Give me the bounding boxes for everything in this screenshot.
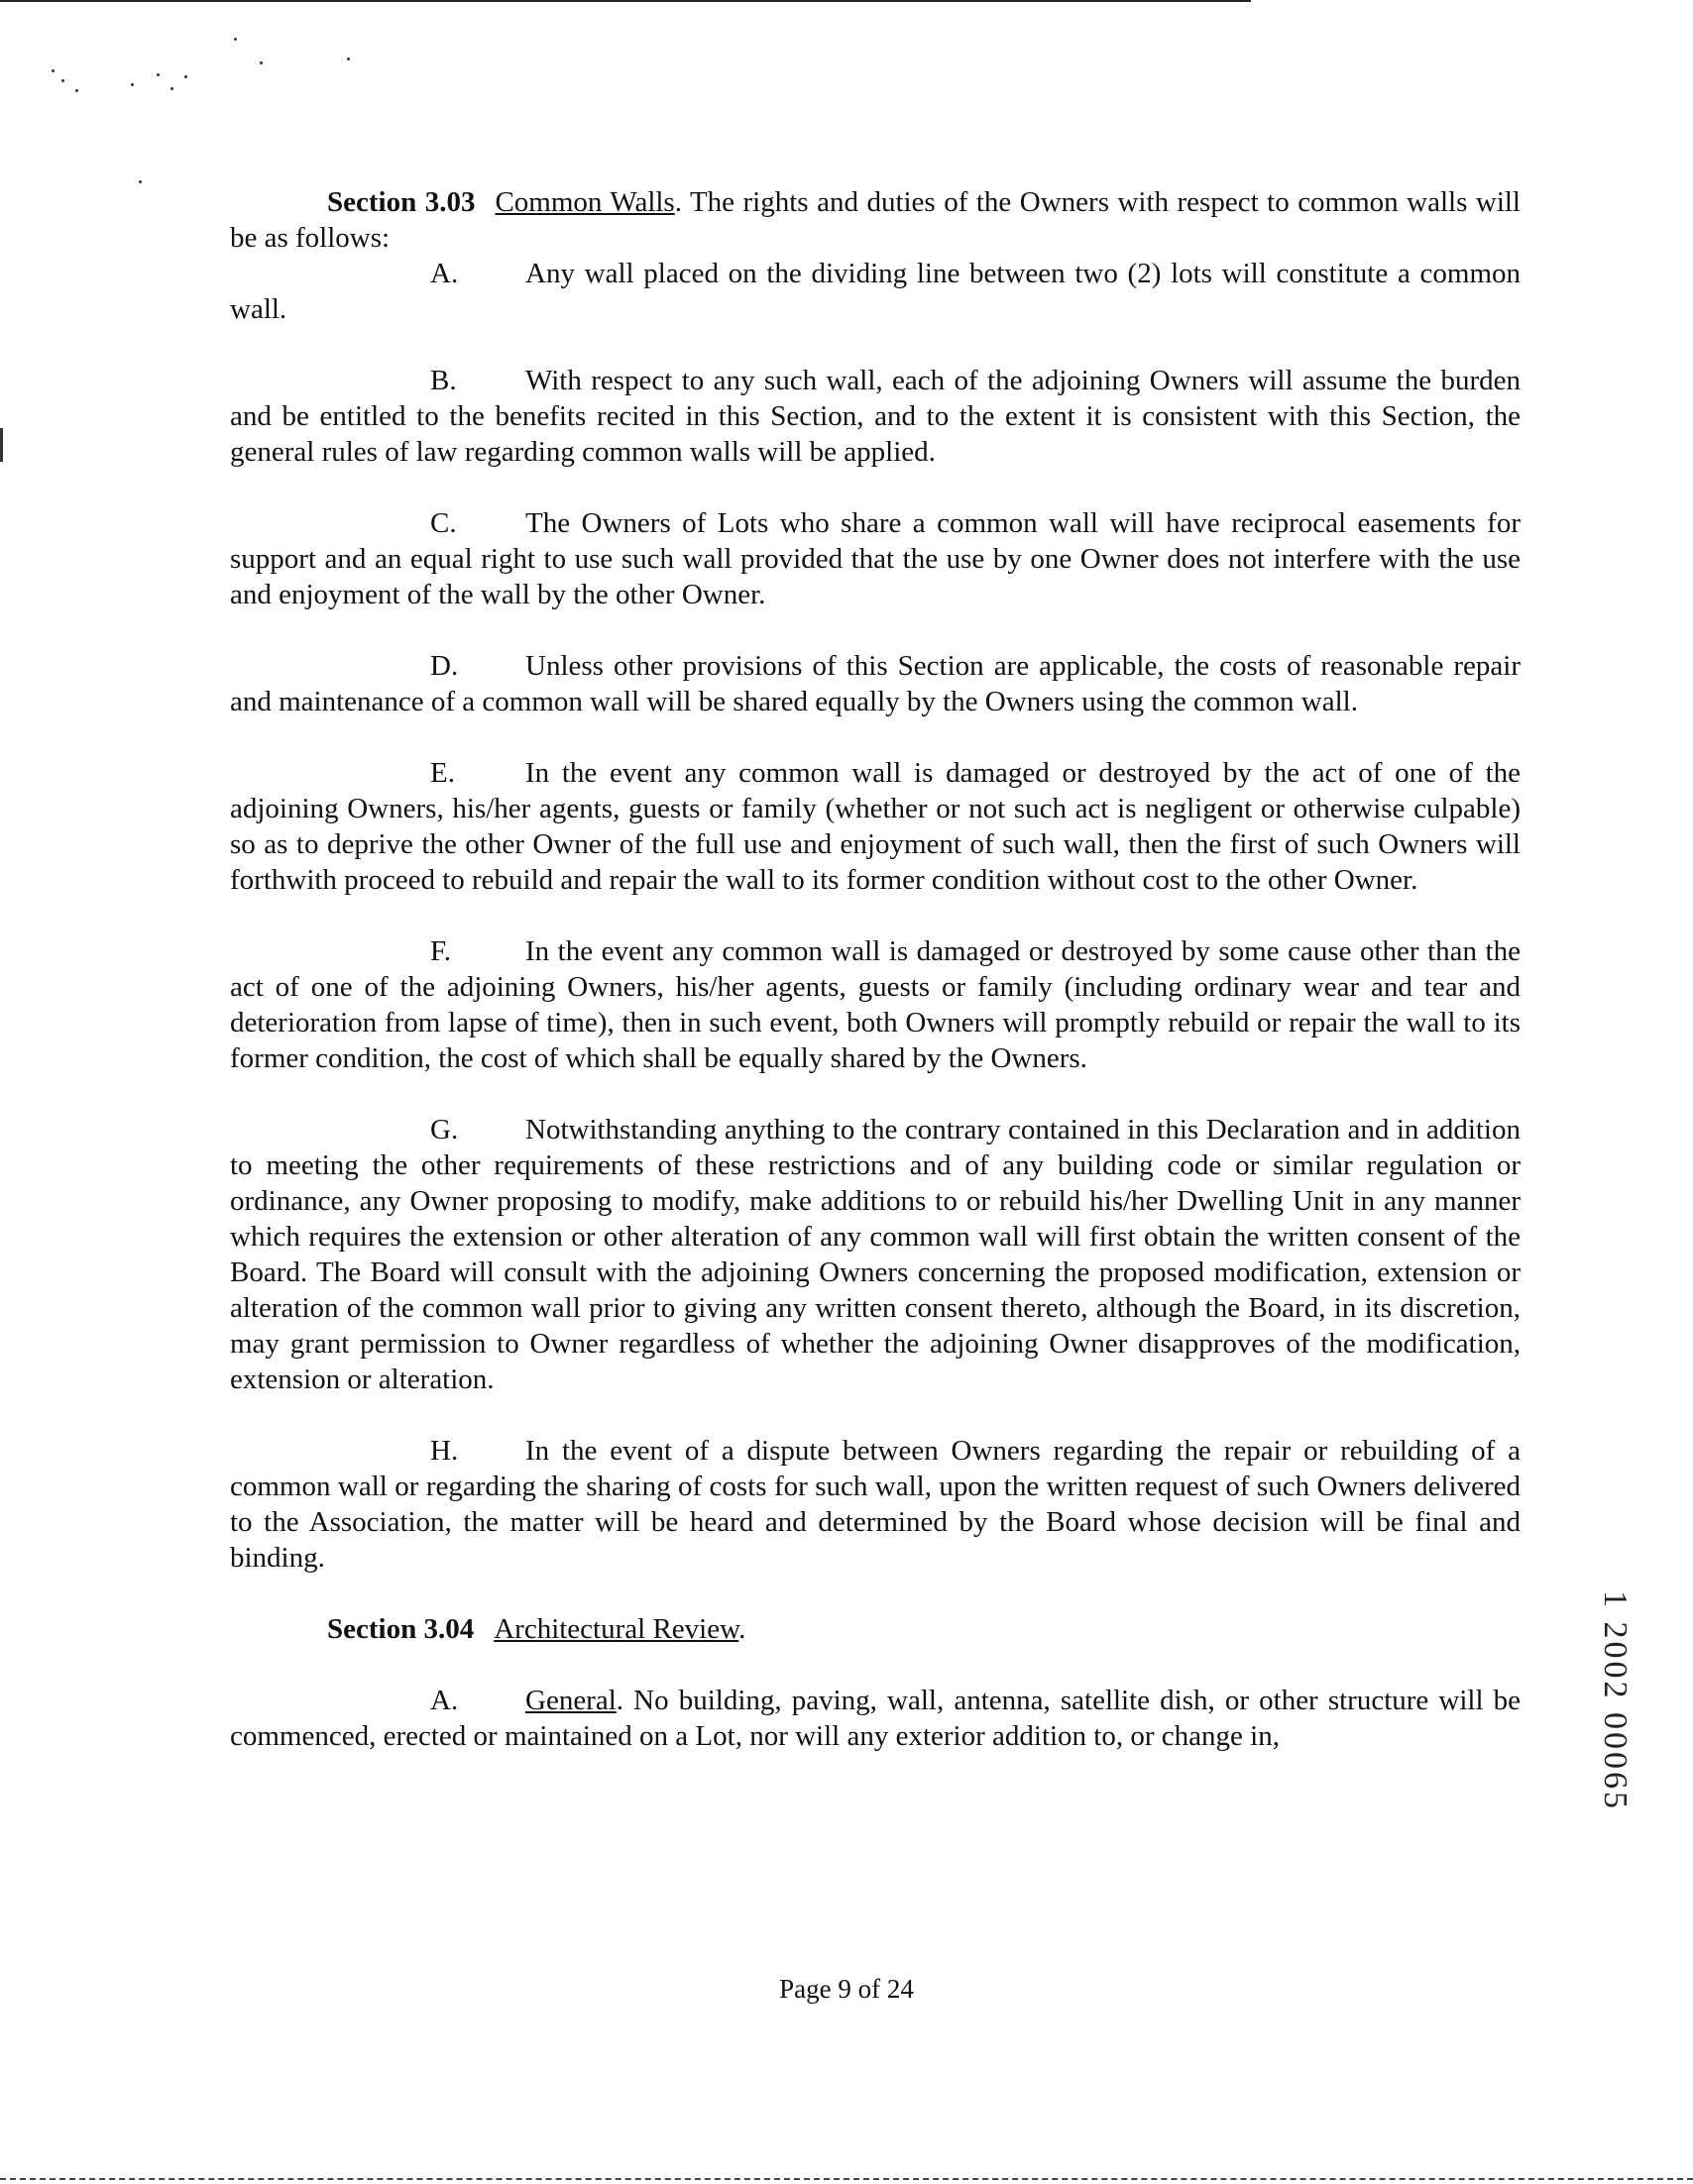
clause-letter: H. (430, 1435, 459, 1467)
clause-text: With respect to any such wall, each of the adjoining Owners will assume the burden and be entitled to the benefits recited in this Section, and to the extent it is consistent with this Section, the general rules of law regarding common walls will be applied. (230, 365, 1521, 468)
clause-c (230, 505, 1521, 612)
scan-speck (139, 180, 142, 183)
section-number: Section 3.04 (327, 1613, 475, 1645)
clause-letter: C. (430, 507, 457, 539)
scan-speck (347, 57, 350, 60)
clause-h (230, 1433, 1521, 1576)
clause-subtitle: General (525, 1685, 617, 1716)
clause-d (230, 648, 1521, 719)
bottom-border-line (0, 2178, 1693, 2181)
section-intro: . The rights and duties of the Owners with respect to common walls will be as follows: (230, 186, 1521, 254)
scan-speck (170, 87, 173, 90)
clause-letter: G. (430, 1114, 459, 1146)
clause-text: . No building, paving, wall, antenna, satellite dish, or other structure will be commenced, erected or maintained on a Lot, nor will any exterior addition to, or change in, (230, 1685, 1521, 1752)
clause-a (230, 256, 1521, 327)
scan-speck (184, 75, 187, 78)
scan-speck (260, 61, 263, 64)
section-title-suffix: . (738, 1613, 746, 1645)
section-number: Section 3.03 (327, 186, 476, 218)
clause-b (230, 363, 1521, 470)
top-border-line (0, 0, 1251, 2)
clause-text: Unless other provisions of this Section are applicable, the costs of reasonable repair and maintenance of a common wall will be shared equally by the Owners using the common wall. (230, 650, 1521, 717)
clause-letter: E. (430, 757, 455, 789)
recording-stamp: 1 2002 00065 (1597, 1590, 1634, 1811)
clause-text: In the event any common wall is damaged or destroyed by some cause other than the act of one of the adjoining Owners, his/her agents, guests or family (including ordinary wear and tear and deterioration from lapse of time), then in such event, both Owners will promptly rebuild or repair the wall to its former condition, the cost of which shall be equally shared by the Owners. (230, 935, 1521, 1074)
scan-mark (0, 428, 3, 462)
page-number: Page 9 of 24 (779, 1974, 914, 2004)
scan-speck (61, 79, 64, 82)
clause-text: In the event of a dispute between Owners regarding the repair or rebuilding of a common wall or regarding the sharing of costs for such wall, upon the written request of such Owners delivered to the Association, the matter will be heard and determined by the Board whose decision will be final and binding. (230, 1435, 1521, 1574)
clause-text: The Owners of Lots who share a common wall will have reciprocal easements for support and an equal right to use such wall provided that the use by one Owner does not interfere with the use and enjoyment of the wall by the other Owner. (230, 507, 1521, 610)
clause-general (230, 1683, 1521, 1754)
section-title: Architectural Review (494, 1613, 739, 1645)
clause-letter: A. (430, 258, 459, 289)
clause-letter: B. (430, 365, 457, 396)
clause-e (230, 755, 1521, 898)
clause-text: In the event any common wall is damaged or destroyed by the act of one of the adjoining Owners, his/her agents, guests or family (whether or not such act is negligent or otherwise culpable) so as to deprive the other Owner of the full use and enjoyment of such wall, then the first of such Owners will forthwith proceed to rebuild and repair the wall to its former condition without cost to the other Owner. (230, 757, 1521, 896)
scan-speck (234, 38, 237, 41)
section-3-03 (230, 184, 1521, 256)
clause-text: Notwithstanding anything to the contrary contained in this Declaration and in addition to meeting the other requirements of these restrictions and of any building code or similar regulation or ordinance, any Owner proposing to modify, make additions to or rebuild his/her Dwelling Unit in any manner which requires the extension or other alteration of any common wall will first obtain the written consent of the Board. The Board will consult with the adjoining Owners concerning the proposed modification, extension or alteration of the common wall prior to giving any written consent thereto, although the Board, in its discretion, may grant permission to Owner regardless of whether the adjoining Owner disapproves of the modification, extension or alteration. (230, 1114, 1521, 1395)
scan-speck (52, 69, 55, 72)
scan-speck (157, 73, 160, 76)
section-3-04 (230, 1611, 1521, 1647)
section-title: Common Walls (495, 186, 675, 218)
clause-letter: F. (430, 935, 452, 967)
scan-speck (131, 83, 134, 86)
clause-text: Any wall placed on the dividing line between two (2) lots will constitute a common wall. (230, 258, 1521, 325)
document-page (230, 184, 1521, 1754)
clause-g (230, 1112, 1521, 1397)
clause-letter: A. (430, 1685, 459, 1716)
scan-speck (75, 89, 78, 92)
clause-letter: D. (430, 650, 459, 682)
clause-f (230, 933, 1521, 1076)
